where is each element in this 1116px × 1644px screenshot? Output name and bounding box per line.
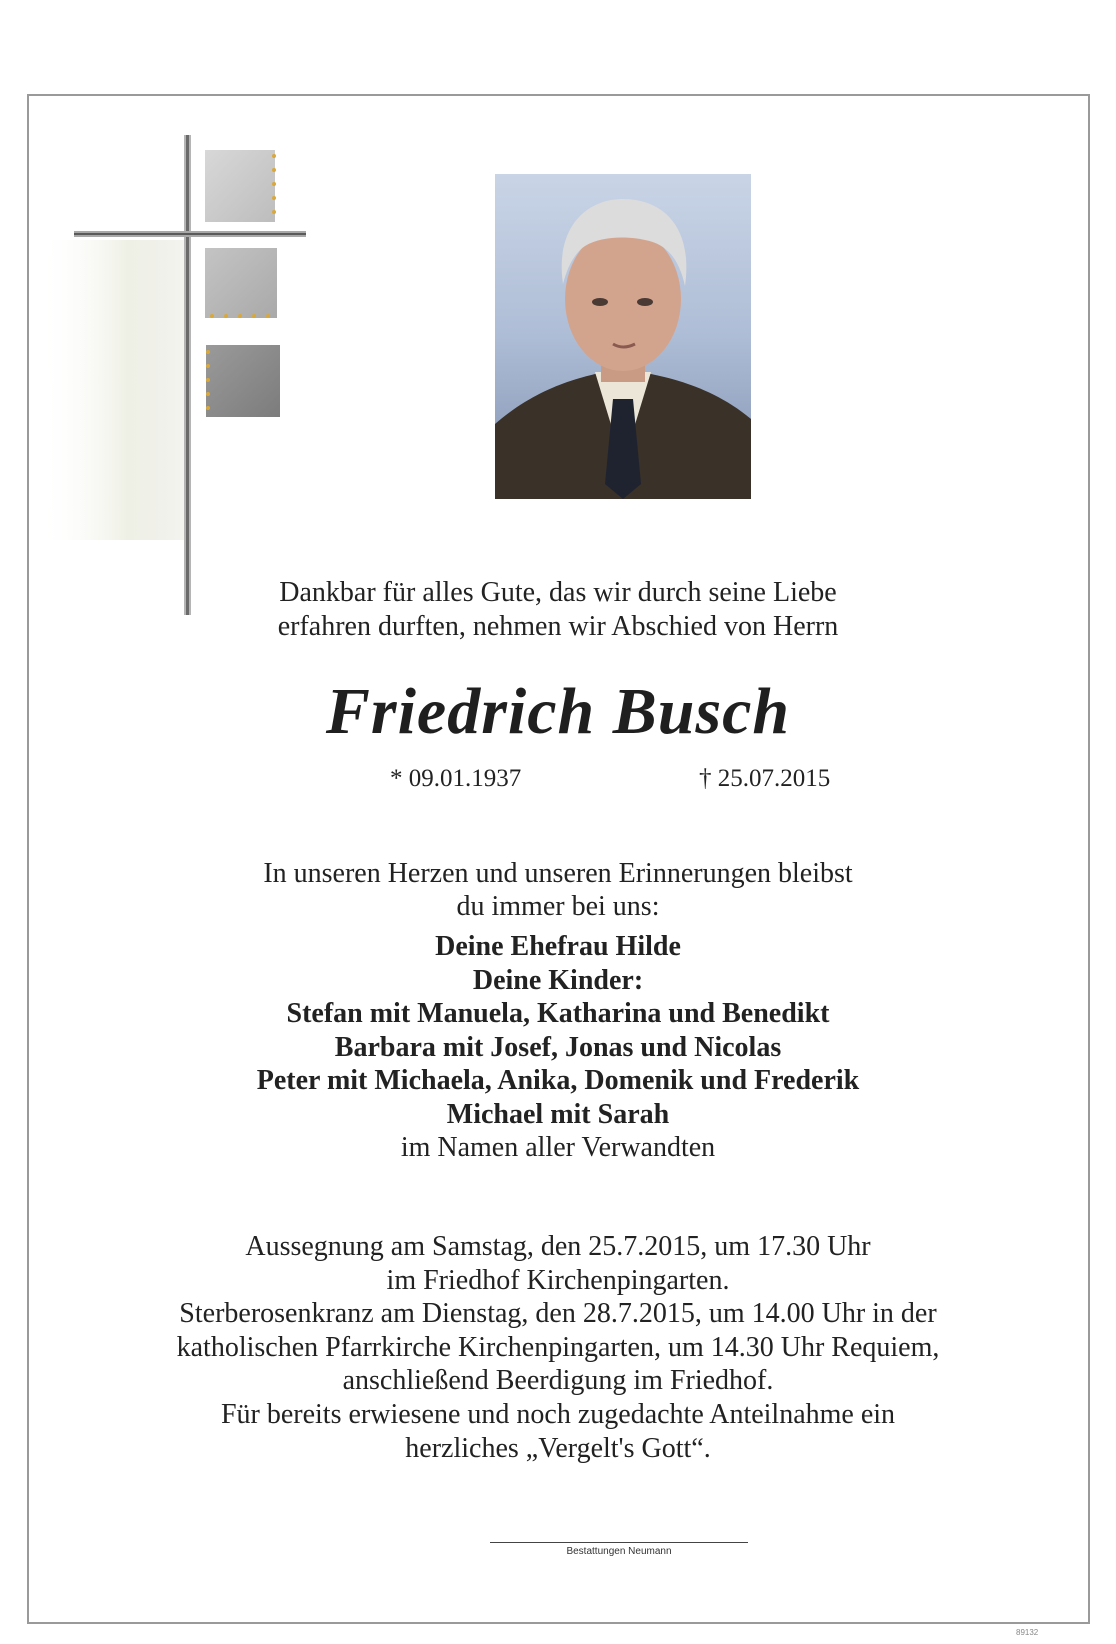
family-line: Barbara mit Josef, Jonas und Nicolas bbox=[334, 1031, 782, 1063]
birth-date: * 09.01.1937 bbox=[390, 765, 522, 792]
family-line: Deine Kinder: bbox=[472, 964, 644, 996]
details-line: anschließend Beerdigung im Friedhof. bbox=[342, 1365, 774, 1397]
family-line: Deine Ehefrau Hilde bbox=[435, 931, 681, 962]
details-line: Aussegnung am Samstag, den 25.7.2015, um 17.30 Uhr bbox=[245, 1231, 871, 1262]
family-line: Michael mit Sarah bbox=[446, 1098, 670, 1130]
service-details bbox=[0, 1230, 1116, 1465]
family-line: Peter mit Michaela, Anika, Domenik und Frederik bbox=[256, 1065, 860, 1096]
details-line: katholischen Pfarrkirche Kirchenpingarten, um 14.30 Uhr Requiem, bbox=[176, 1331, 940, 1363]
portrait-photo bbox=[495, 174, 751, 499]
print-code: 89132 bbox=[1016, 1628, 1039, 1637]
intro-text bbox=[0, 576, 1116, 644]
footer-divider bbox=[490, 1542, 748, 1543]
memory-text bbox=[0, 857, 1116, 923]
intro-line: erfahren durften, nehmen wir Abschied von Herrn bbox=[277, 611, 839, 642]
memory-line: In unseren Herzen und unseren Erinnerungen bleibst bbox=[263, 858, 853, 889]
details-line: Für bereits erwiesene und noch zugedachte Anteilnahme ein bbox=[220, 1398, 896, 1430]
family-line: Stefan mit Manuela, Katharina und Benedikt bbox=[286, 998, 830, 1029]
family-closing: im Namen aller Verwandten bbox=[400, 1132, 716, 1163]
memory-line: du immer bei uns: bbox=[456, 891, 660, 922]
details-line: im Friedhof Kirchenpingarten. bbox=[386, 1264, 730, 1296]
undertaker-name: Bestattungen Neumann bbox=[566, 1546, 672, 1557]
details-line: herzliches „Vergelt's Gott“. bbox=[405, 1432, 711, 1464]
intro-line: Dankbar für alles Gute, das wir durch seine Liebe bbox=[279, 577, 837, 608]
death-date: † 25.07.2015 bbox=[699, 765, 831, 792]
cross-decoration bbox=[0, 0, 320, 620]
deceased-name: Friedrich Busch bbox=[325, 675, 791, 748]
family-list bbox=[0, 930, 1116, 1165]
details-line: Sterberosenkranz am Dienstag, den 28.7.2015, um 14.00 Uhr in der bbox=[179, 1298, 937, 1330]
